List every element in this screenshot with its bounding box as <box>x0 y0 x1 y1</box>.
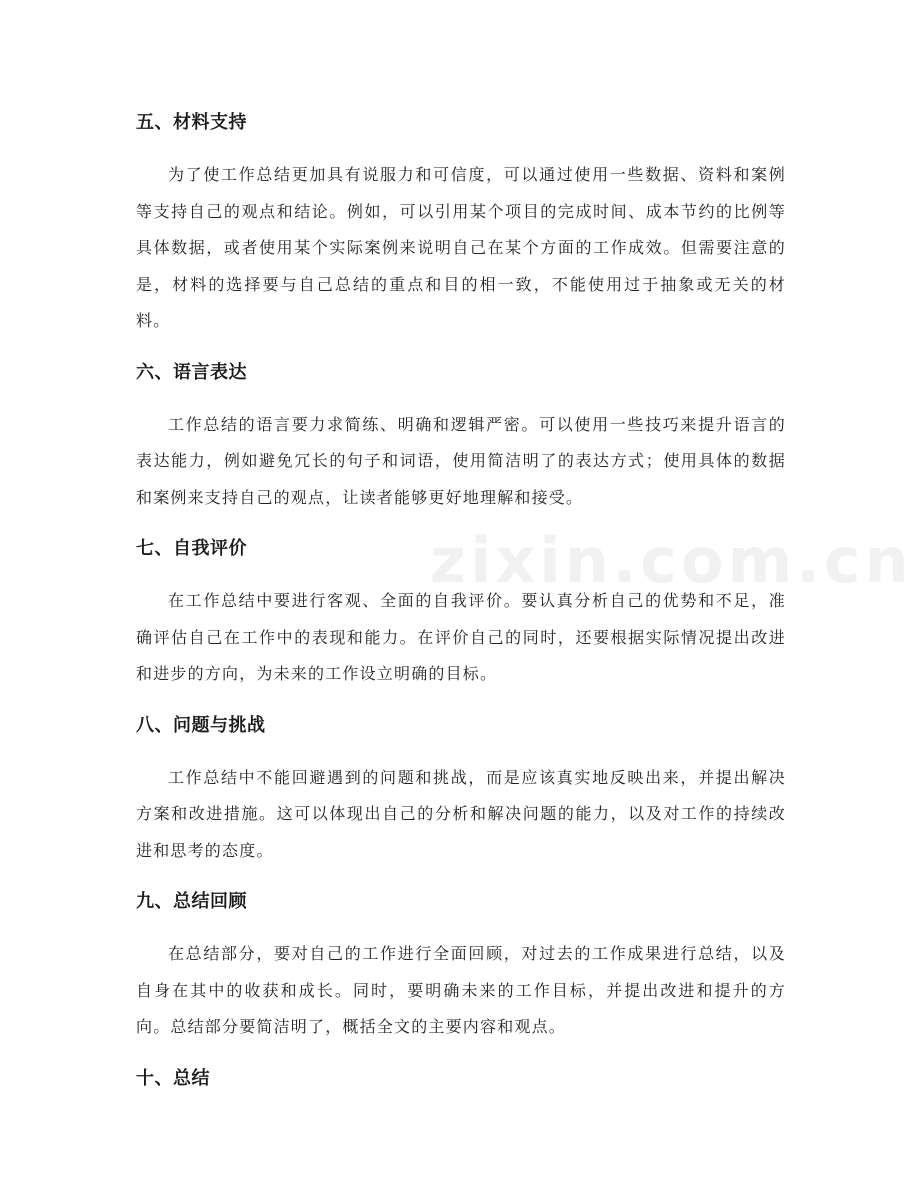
section-heading-materials: 五、材料支持 <box>136 112 247 133</box>
document-content <box>136 104 786 1098</box>
section-body-self-evaluation: 在工作总结中要进行客观、全面的自我评价。要认真分析自己的优势和不足，准确评估自己在工作中的表现和能力。在评价自己的同时，还要根据实际情况提出改进和进步的方向，为未来的工作设立明确的目标。 <box>136 591 786 683</box>
section-body-materials: 为了使工作总结更加具有说服力和可信度，可以通过使用一些数据、资料和案例等支持自己的观点和结论。例如，可以引用某个项目的完成时间、成本节约的比例等具体数据，或者使用某个实际案例来说明自己在某个方面的工作成效。但需要注意的是，材料的选择要与自己总结的重点和目的相一致，不能使用过于抽象或无关的材料。 <box>136 165 786 330</box>
section-heading-review: 九、总结回顾 <box>136 891 247 912</box>
section-body-review: 在总结部分，要对自己的工作进行全面回顾，对过去的工作成果进行总结，以及自身在其中的收获和成长。同时，要明确未来的工作目标，并提出改进和提升的方向。总结部分要简洁明了，概括全文的主要内容和观点。 <box>136 944 786 1036</box>
section-heading-summary: 十、总结 <box>136 1067 210 1089</box>
watermark: zixin.com.cn <box>430 524 913 597</box>
section-body-problems: 工作总结中不能回避遇到的问题和挑战，而是应该真实地反映出来，并提出解决方案和改进措施。这可以体现出自己的分析和解决问题的能力，以及对工作的持续改进和思考的态度。 <box>136 767 786 860</box>
section-heading-problems: 八、问题与挑战 <box>136 714 266 736</box>
section-heading-self-evaluation: 七、自我评价 <box>136 538 247 559</box>
section-body-language: 工作总结的语言要力求简练、明确和逻辑严密。可以使用一些技巧来提升语言的表达能力，例如避免冗长的句子和词语，使用简洁明了的表达方式；使用具体的数据和案例来支持自己的观点，让读者能够更好地理解和接受。 <box>136 414 786 507</box>
section-heading-language: 六、语言表达 <box>136 361 247 383</box>
